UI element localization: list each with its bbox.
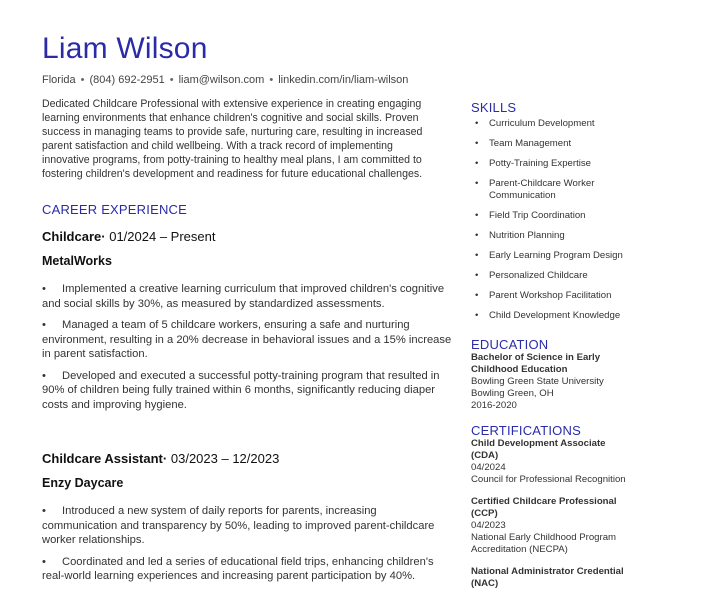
job-entry (42, 451, 452, 591)
job-bullets (42, 504, 452, 584)
separator: • (80, 74, 85, 86)
skill-item: • Early Learning Program Design (471, 250, 631, 262)
skill-item: • Curriculum Development (471, 118, 631, 130)
job-title: Childcare Assistant (42, 451, 163, 466)
skills-list (471, 118, 631, 322)
candidate-name: Liam Wilson (42, 32, 208, 65)
certification-name: National Administrator Credential (NAC) (471, 566, 624, 589)
job-title: Childcare (42, 229, 102, 244)
experience-heading: CAREER EXPERIENCE (42, 202, 187, 217)
degree: Bachelor of Science in Early Childhood Education (471, 352, 601, 375)
job-title-line: Childcare· 01/2024 – Present (42, 229, 216, 244)
certification-date: 04/2023 (471, 520, 506, 531)
skills-section (471, 100, 631, 330)
location: Florida (42, 74, 76, 86)
job-dates: 01/2024 – Present (109, 229, 216, 244)
skill-item: • Child Development Knowledge (471, 310, 631, 322)
separator: • (169, 74, 174, 86)
certification-name: Child Development Associate (CDA) (471, 438, 606, 461)
skill-item: • Parent-Childcare Worker Communication (471, 178, 631, 202)
certifications-heading: CERTIFICATIONS (471, 423, 581, 438)
phone: (804) 692-2951 (89, 74, 165, 86)
job-title-line: Childcare Assistant· 03/2023 – 12/2023 (42, 451, 280, 466)
education-years: 2016-2020 (471, 400, 517, 411)
list-item: • Coordinated and led a series of educational field trips, enhancing children's real-world learning experiences and increasing parent participation by 40%. (42, 555, 434, 582)
job-dates: 03/2023 – 12/2023 (170, 451, 280, 466)
job-bullets (42, 282, 452, 412)
linkedin-link[interactable]: linkedin.com/in/liam-wilson (278, 74, 409, 86)
list-item: • Implemented a creative learning curriculum that improved children's cognitive and social skills by 30%, as measured by standardized assessments. (42, 283, 445, 310)
contact-line (42, 74, 408, 86)
skill-item: • Team Management (471, 138, 631, 150)
certification-issuer: Council for Professional Recognition (471, 474, 626, 485)
certification-name: Certified Childcare Professional (CCP) (471, 496, 617, 519)
certification-issuer: National Early Childhood Program Accreditation (NECPA) (471, 532, 617, 555)
job-entry (42, 229, 452, 419)
skill-item: • Personalized Childcare (471, 270, 631, 282)
certification-entry (471, 496, 631, 556)
certifications-section (471, 423, 631, 600)
company-name: MetalWorks (42, 254, 112, 268)
list-item: • Introduced a new system of daily reports for parents, increasing communication and transparency by 50%, leading to improved parent-childcare worker relationships. (42, 505, 435, 546)
certification-date: 04/2024 (471, 462, 506, 473)
certification-entry (471, 438, 631, 486)
school: Bowling Green State University (471, 376, 604, 387)
list-item: • Developed and executed a successful potty-training program that resulted in 90% of children being fully trained within 6 months, significantly reducing diaper costs and improving hygiene. (42, 369, 440, 411)
email-link[interactable]: liam@wilson.com (178, 74, 265, 86)
skill-item: • Potty-Training Expertise (471, 158, 631, 170)
company-name: Enzy Daycare (42, 476, 124, 490)
education-heading: EDUCATION (471, 337, 549, 352)
skills-heading: SKILLS (471, 100, 517, 115)
school-location: Bowling Green, OH (471, 388, 554, 399)
list-item: • Managed a team of 5 childcare workers, ensuring a safe and nurturing environment, resulting in a 20% decrease in behavioral issues and a 15% increase in parent satisfaction. (42, 319, 452, 360)
professional-summary: Dedicated Childcare Professional with extensive experience in creating engaging learning environments that enhance children's cognitive and social skills. Proven success in managing teams to provide safe, nurturing care, resulting in increased parent satisfaction and child wellbeing. With a track record of implementing innovative programs, from potty-training to healthy meal plans, I am committed to fostering children's development and readiness for future educational challenges. (42, 98, 423, 180)
education-section (471, 337, 631, 412)
skill-item: • Field Trip Coordination (471, 210, 631, 222)
separator: • (269, 74, 274, 86)
skill-item: • Nutrition Planning (471, 230, 631, 242)
skill-item: • Parent Workshop Facilitation (471, 290, 631, 302)
certification-entry (471, 566, 631, 590)
